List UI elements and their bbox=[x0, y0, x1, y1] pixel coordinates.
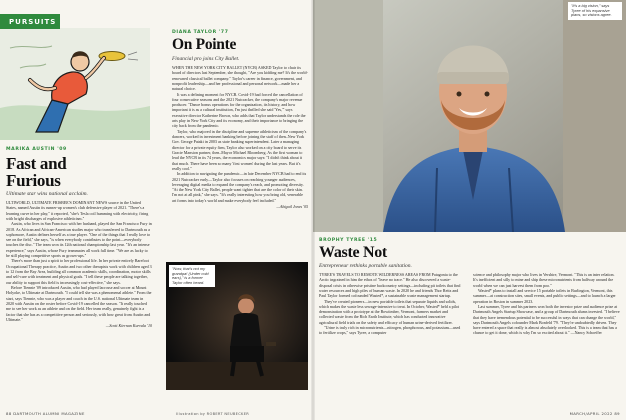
article-body-waste-col1 bbox=[319, 272, 463, 410]
paragraph: ULTIWORLD, ULTIMATE FRISBEE'S DOMINANT NEWS source in the United States, named Austin its runner-up women's club defensive player of 2021. "There's a learning curve in her play," it reported, "she's Tesla coil humming with electricity, firing with bright discharges of explosive athleticism." bbox=[6, 200, 149, 221]
article-body-fast bbox=[6, 200, 152, 410]
dek-fast: Ultimate star wins national acclaim. bbox=[6, 191, 88, 197]
paragraph: Wasted* plans to install and service 15 portable toilets in Burlington, Vermont, this summer—at construction sites, small events, and public settings—and to launch a larger operation in Boston in summer 2023. bbox=[473, 287, 616, 304]
headline-on-pointe: On Pointe bbox=[172, 36, 237, 53]
paragraph: WHEN THE NEW YORK CITY BALLET (NYCB) ASKED Taylor to chair its board of directors last September, she thought, "Are you kidding me? It's the world-renowned classical ballet company." Taylor's career in finance, government, and nonprofit leadership—and her professional and personal network—made her a natural choice. bbox=[172, 65, 308, 92]
paragraph: science and philosophy major who lives in Vershire, Vermont. "This is an inter relation. It's inefficient and silly to mine and ship these micronutrients from halfway around the world when we can just harvest them from poo." bbox=[473, 272, 615, 288]
byline-taylor: DIANA TAYLOR '77 bbox=[172, 30, 229, 35]
headline-line-1: Fast and bbox=[6, 154, 67, 173]
paragraph: Austin, who lives in San Francisco with her husband, played the San Francisco Fury in 2018. As African and African-American studies major who transferred to Dartmouth as a sophomore, Austin defines herself as a true player. "One of the things that I really love to see on the field," she says, "is when everybody contributes to the point—everybody touches the disc." The team won its 12th national championship last year. "It's an intense experience," says Austin, whose Fury teammates all work full time. "We are as lucky to be still playing competitive sports as grown-ups." bbox=[6, 221, 152, 259]
dek-pointe: Financial pro joins City Ballet. bbox=[172, 56, 240, 62]
dek-waste: Entrepreneur rethinks portable sanitation. bbox=[319, 263, 412, 269]
paragraph: Last summer, Tyree and his partners won both the investor prize and audience prize at Dartmouth Angels Startup Showcase, and a group of Dartmouth alums invested. "I believe that they have tremendous potential to be successful in ways that can change the world," says Dartmouth Angels cofounder Mark Bonfeld '79. "They're undoubtedly driven. They have entered a space that really is almost absolutely overlooked. This is a team that has a chance to get it done, which is why I'm so excited about it." —Nancy Schoeffer bbox=[473, 303, 620, 336]
paragraph: They've created pioneers—in new portable toilets that separate liquids and solids, which makes the waste less sewage-intensive to treat. In October, Wasted* held a pilot demonstration with a prototype at the Bowtimber, Vermont, farmers market and collected waste from the Rich Earth Institute, which has conducted innovative agricultural field trials on the safety and efficacy of human urine-derived fertilizer. bbox=[319, 298, 460, 325]
byline-tyree: BROPHY TYREE '15 bbox=[319, 238, 378, 243]
paragraph: TYREE'S TRAVELS TO REMOTE WILDERNESS AREAS FROM Patagonia to the Arctic ingrained in him the ethos of "leave no trace." He also discovered a waste-disposal crisis in otherwise pristine backcountry settings—including pit toilets that find water resources and high piles of human waste. In 2020 he and friends Thor Reitz and Paul Taylor formed cofounded Wasted*, a sustainable waste management startup. bbox=[319, 272, 461, 299]
author-credit: —Abigail Jones '05 bbox=[276, 203, 308, 209]
paragraph: "Urine is truly rich in micronutrients—nitrogen, phosphorous, and potassium—used to fertilize crops," says Tyree, a computer bbox=[319, 325, 461, 336]
page-folio-left: 88 DARTMOUTH ALUMNI MAGAZINE bbox=[6, 411, 85, 416]
illustration-credit: Illustration by ROBERT NEUBECKER bbox=[176, 412, 250, 416]
section-tag: PURSUITS bbox=[0, 14, 60, 29]
paragraph: It was a defining moment for NYCB. Covid-19 had forced the cancellation of four consecutive seasons and the 2021 Nutcracker, the company's major revenue producer. "Dance bonus operations for the organization, its history, and how important it is as a cultural institution, I'm just thrilled she said 'Yes,'" says executive director Katherine Brown, who adds that Taylor understands the role the arts play in New York City and its economy, and their importance to bringing the city back from the pandemic. bbox=[172, 91, 306, 129]
paragraph: Before Tiennie '09 introduced Austin, who had played lacrosse and soccer at Mount Holyoke, to Ultimate at Dartmouth. "I could tell she was a phenomenal athlete." From the start, says Tiennie, who was a player and coach in the U.S. national Ultimate team in 2020 with Austin on the roster before Covid-19 cancelled the season. "It really touched me to see her work as an athlete and on the field. Her team really, genuinely fight is a factor that she has as a competitive person and seriously, with how great from Austin and Ultimate." bbox=[6, 285, 152, 322]
frisbee-illustration bbox=[0, 28, 150, 140]
article-body-pointe bbox=[172, 65, 308, 259]
headline-line-2: Furious bbox=[6, 171, 61, 190]
article-body-waste-col2 bbox=[473, 272, 620, 410]
spread-gutter bbox=[311, 0, 315, 420]
author-credit: —Scott Kiernan Kurvala '10 bbox=[105, 322, 152, 328]
paragraph: In addition to navigating the pandemic—in late December NYCB had to end its 2021 Nutcracker early—Taylor also focuses on reaching younger audiences, leveraging digital media to expand the company's reach, and promoting diversity. "At the New York City Ballet, people want tighter that are the color of their skin. I'm not at all pink," she says. "It's really interesting how you bring old, venerable art forms into today's world and make everybody feel included." bbox=[172, 171, 307, 203]
page-folio-right: MARCH/APRIL 2022 89 bbox=[569, 411, 620, 416]
portrait-photo bbox=[313, 0, 626, 232]
headline-fast-and-furious bbox=[6, 155, 66, 189]
photo-caption-waste: "It's a big vision," says Tyree of his expansive plans, so visions agree. bbox=[568, 2, 622, 20]
headline-waste-not: Waste Not bbox=[319, 244, 387, 261]
paragraph: There's more than just a spirit to her professional life. In her private entirely Barefoot Occupational Therapy practice, Austin and two other therapists work with children aged 3 to 12 from the Bay Area, building all common academic skills, coordination, motor skills and self-care with treatment and physical goals. "I tell these people are talking together, our ability to support this field is increasingly cost-effective," she says. bbox=[6, 258, 152, 285]
paragraph: Taylor, who majored in the discipline and supreme athleticism of the company's dancers, worked in investment banking before joining the staff of then–New York Gov. George Pataki in 2003 as state banking superintendent. Later a managing director for a private equity firm, Taylor also worked on a city board to serve its Gracie Mansion partner, then–Mayor Michael Bloomberg. As the first woman to lead the NYCB in its 74 years, the economics major says: "I didn't think about it that much. There have been so many 'first women' during the last years. But it's really cool." bbox=[172, 128, 307, 171]
photo-caption-pointe: "Now, that's not my grandpa! (Under cold ears)," is a former Taylor often heard. bbox=[169, 265, 215, 287]
right-page bbox=[313, 0, 626, 420]
byline-austin: MARIKA AUSTIN '09 bbox=[6, 147, 67, 152]
